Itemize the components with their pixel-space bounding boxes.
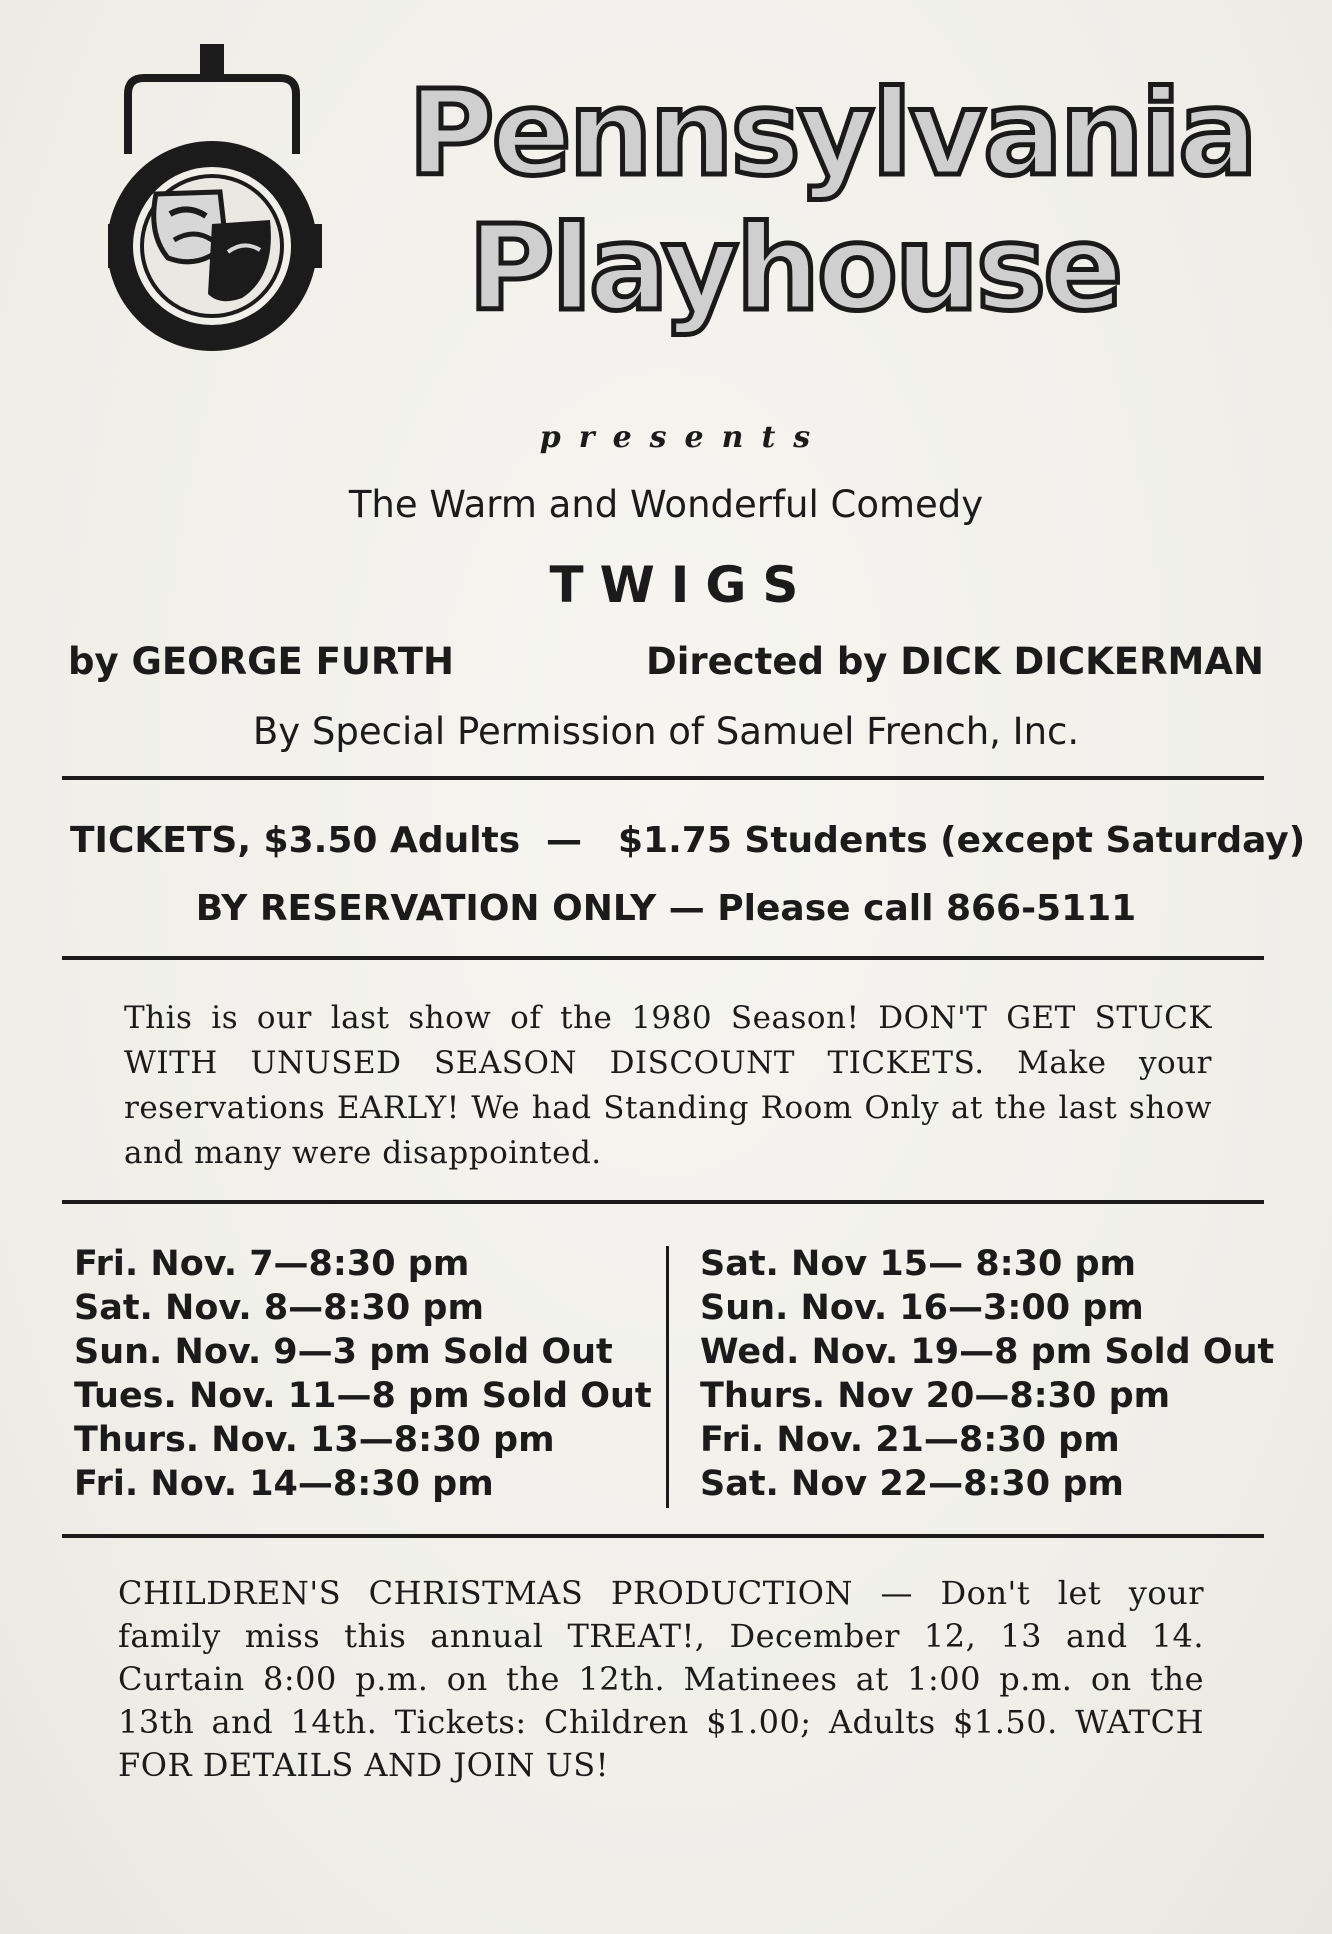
play-title: TWIGS bbox=[549, 556, 815, 614]
performance-date: Thurs. Nov 20—8:30 pm bbox=[700, 1376, 1171, 1416]
price-dash: — bbox=[546, 820, 582, 861]
spotlight-theater-masks-icon bbox=[108, 44, 408, 364]
student-price: $1.75 Students (except Saturday) bbox=[618, 820, 1306, 861]
performance-date: Thurs. Nov. 13—8:30 pm bbox=[74, 1420, 555, 1460]
reservation-line: BY RESERVATION ONLY — Please call 866-5111 bbox=[195, 888, 1137, 929]
christmas-notice: CHILDREN'S CHRISTMAS PRODUCTION — Don't let your family miss this annual TREAT!, December 12, 13 and 14. Curtain 8:00 p.m. on the 12th. Matinees at 1:00 p.m. on the 13th and 14th. Tickets: Children $1.00; Adults $1.50. WATCH FOR DETAILS AND JOIN US! bbox=[118, 1574, 1204, 1784]
performance-date: Wed. Nov. 19—8 pm Sold Out bbox=[700, 1332, 1275, 1372]
presents-label: presents bbox=[539, 420, 829, 455]
performance-date: Sat. Nov 22—8:30 pm bbox=[700, 1464, 1124, 1504]
logo-line-1: Pennsylvania bbox=[408, 64, 1255, 202]
logo bbox=[108, 44, 1255, 384]
performance-date: Fri. Nov. 7—8:30 pm bbox=[74, 1244, 470, 1284]
author-credit: by GEORGE FURTH bbox=[68, 640, 454, 683]
column-divider bbox=[666, 1246, 669, 1508]
performance-date: Fri. Nov. 14—8:30 pm bbox=[74, 1464, 494, 1504]
performance-date: Sat. Nov 15— 8:30 pm bbox=[700, 1244, 1137, 1284]
schedule-left bbox=[74, 1242, 652, 1506]
permission-note: By Special Permission of Samuel French, Inc. bbox=[252, 710, 1080, 753]
performance-date: Fri. Nov. 21—8:30 pm bbox=[700, 1420, 1120, 1460]
divider bbox=[62, 1534, 1264, 1538]
performance-date: Tues. Nov. 11—8 pm Sold Out bbox=[74, 1376, 652, 1416]
divider bbox=[62, 776, 1264, 780]
performance-date: Sat. Nov. 8—8:30 pm bbox=[74, 1288, 484, 1328]
divider bbox=[62, 956, 1264, 960]
logo-wordmark bbox=[408, 64, 1255, 394]
performance-date: Sun. Nov. 9—3 pm Sold Out bbox=[74, 1332, 613, 1372]
logo-line-2: Playhouse bbox=[468, 199, 1121, 337]
season-notice: This is our last show of the 1980 Season! DON'T GET STUCK WITH UNUSED SEASON DISCOUNT TICKETS. Make your reservations EARLY! We had Standing Room Only at the last show and many were disappointed. bbox=[124, 1000, 1212, 1171]
adult-price: TICKETS, $3.50 Adults bbox=[70, 820, 521, 861]
director-credit: Directed by DICK DICKERMAN bbox=[646, 640, 1264, 683]
subtitle: The Warm and Wonderful Comedy bbox=[348, 483, 984, 526]
performance-date: Sun. Nov. 16—3:00 pm bbox=[700, 1288, 1144, 1328]
schedule-right bbox=[700, 1242, 1274, 1506]
divider bbox=[62, 1200, 1264, 1204]
